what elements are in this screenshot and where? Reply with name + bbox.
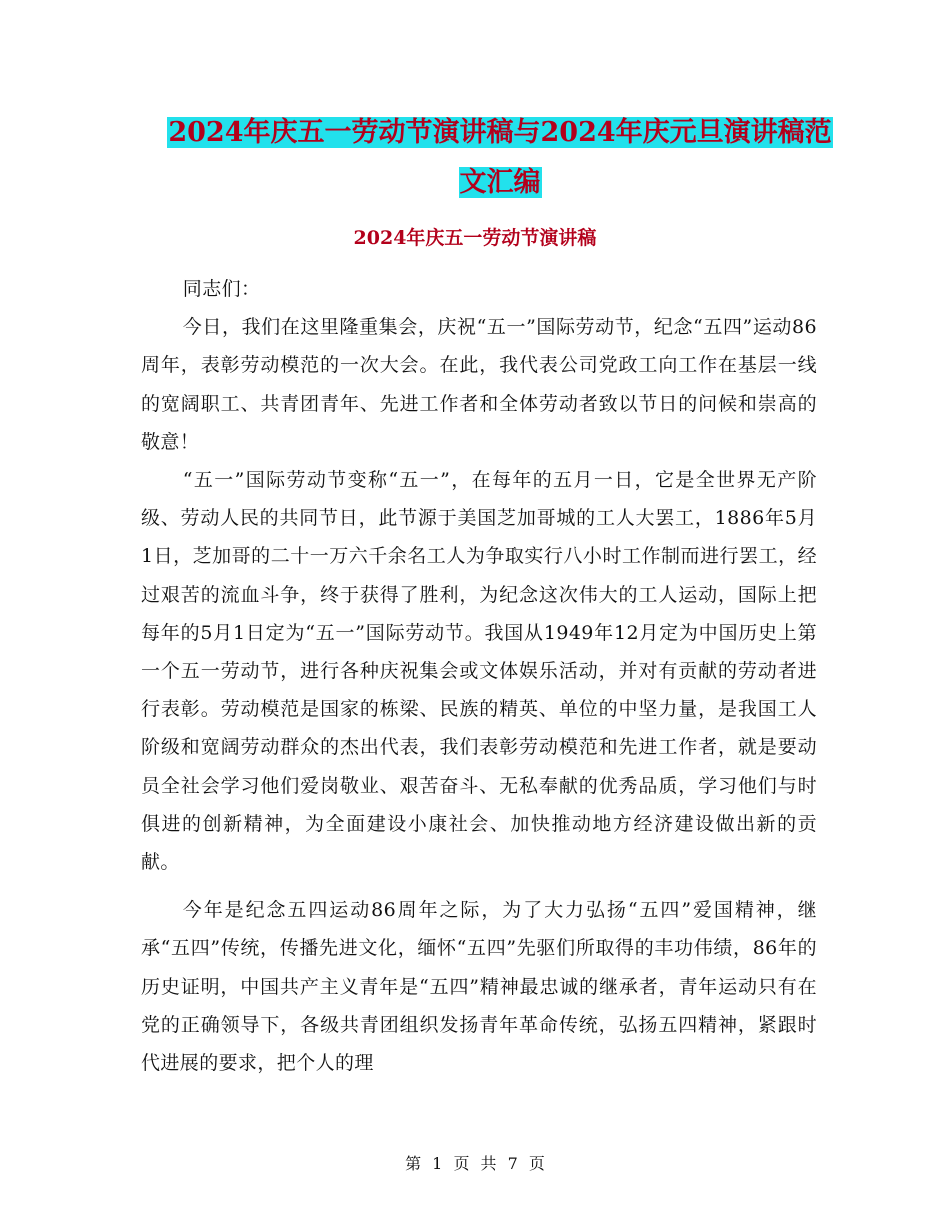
document-title [140,108,860,208]
paragraph-3: 今年是纪念五四运动86周年之际，为了大力弘扬“五四”爱国精神，继承“五四”传统，传播先进文化，缅怀“五四”先驱们所取得的丰功伟绩，86年的历史证明，中国共产主义青年是“五四”精神最忠诚的继承者，青年运动只有在党的正确领导下，各级共青团组织发扬青年革命传统，弘扬五四精神，紧跟时代进展的要求，把个人的理 [141,899,817,1075]
paragraph-2: “五一”国际劳动节变称“五一”，在每年的五月一日，它是全世界无产阶级、劳动人民的共同节日，此节源于美国芝加哥城的工人大罢工，1886年5月1日，芝加哥的二十一万六千余名工人为争取实行八小时工作制而进行罢工，经过艰苦的流血斗争，终于获得了胜利，为纪念这次伟大的工人运动，国际上把每年的5月1日定为“五一”国际劳动节。我国从1949年12月定为中国历史上第一个五一劳动节，进行各种庆祝集会或文体娱乐活动，并对有贡献的劳动者进行表彰。劳动模范是国家的栋梁、民族的精英、单位的中坚力量，是我国工人阶级和宽阔劳动群众的杰出代表，我们表彰劳动模范和先进工作者，就是要动员全社会学习他们爱岗敬业、艰苦奋斗、无私奉献的优秀品质，学习他们与时俱进的创新精神，为全面建设小康社会、加快推动地方经济建设做出新的贡献。 [141,469,817,874]
page-number-footer: 第 1 页 共 7 页 [405,1154,545,1173]
paragraph-1: 今日，我们在这里隆重集会，庆祝“五一”国际劳动节，纪念“五四”运动86周年，表彰劳动模范的一次大会。在此，我代表公司党政工向工作在基层一线的宽阔职工、共青团青年、先进工作者和全体劳动者致以节日的问候和崇高的敬意！ [141,316,817,453]
document-body [141,270,817,1082]
document-title-line1: 2024年庆五一劳动节演讲稿与2024年庆元旦演讲稿范 [168,117,832,148]
greeting: 同志们： [182,278,261,300]
document-title-line2: 文汇编 [459,167,541,198]
section-title: 2024年庆五一劳动节演讲稿 [353,227,597,249]
